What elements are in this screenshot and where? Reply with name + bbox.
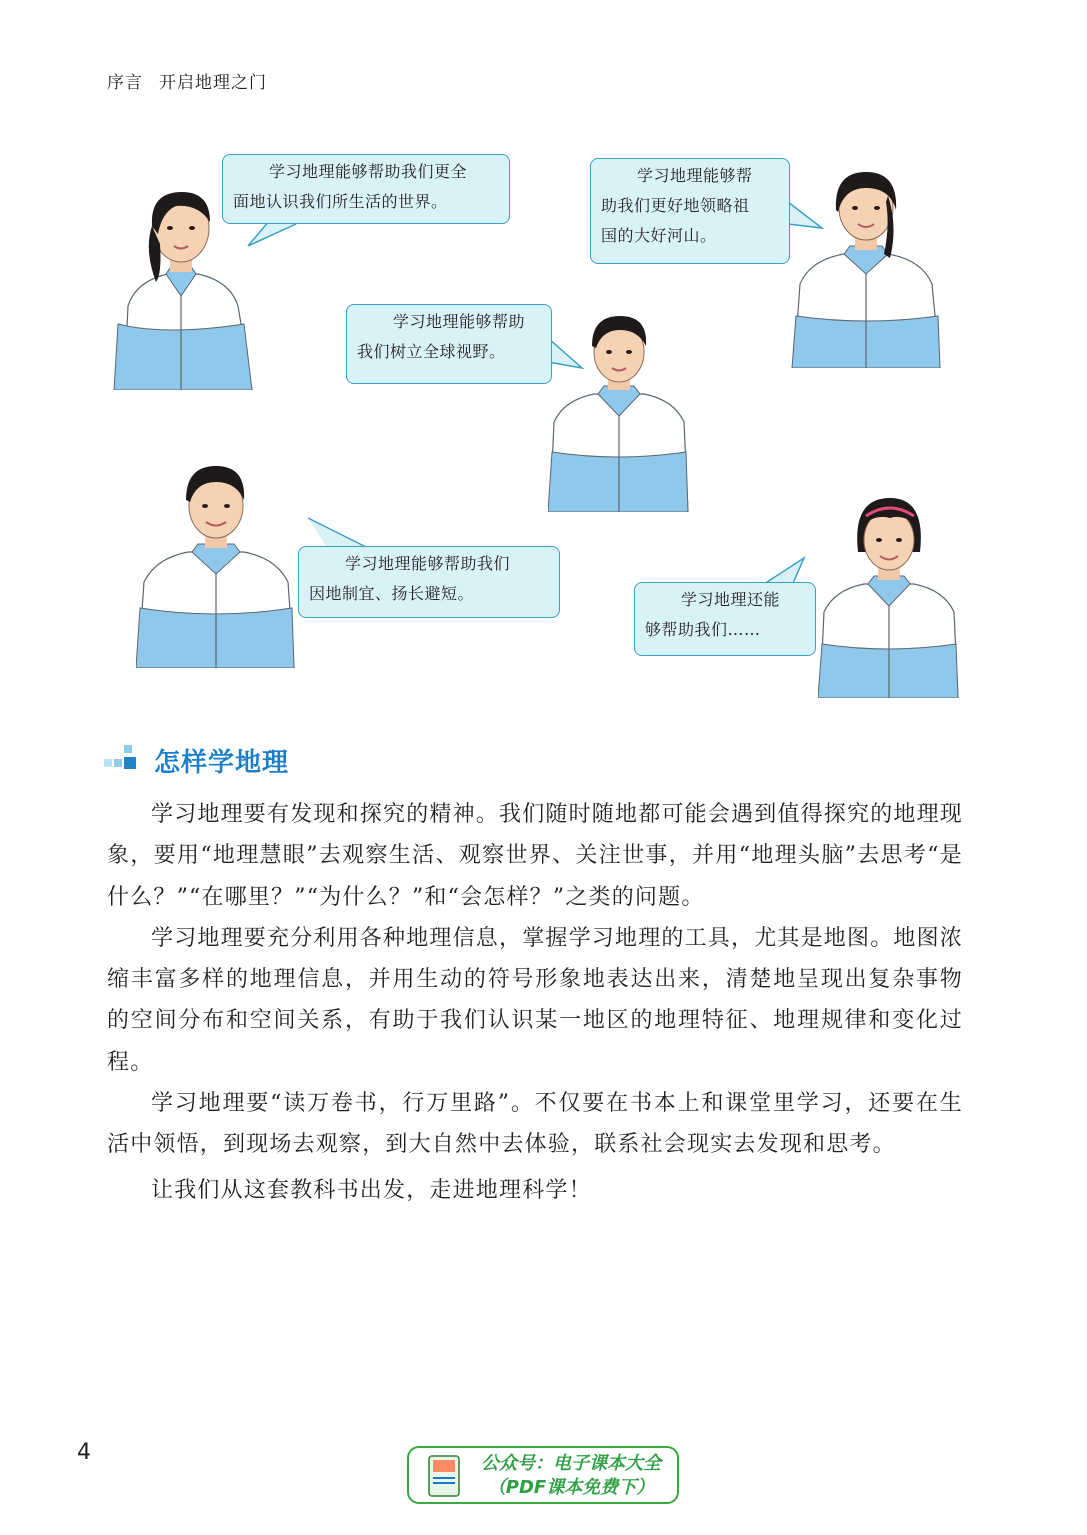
student-girl-bob [818,494,960,698]
watermark-line1: 公众号：电子课本大全 [481,1453,661,1474]
header-part: 序言 [107,73,143,93]
bubble-2-line1: 学习地理能够帮 [637,166,753,185]
section-blocks-icon [104,745,142,775]
section-heading [104,740,289,780]
bubble-4-line2: 因地制宜、扬长避短。 [309,584,475,603]
bubble-1-line2: 面地认识我们所生活的世界。 [233,192,448,211]
section-title: 怎样学地理 [154,747,290,778]
student-boy-left [136,462,296,668]
speech-bubble-3 [346,304,552,384]
bubble-2-line2: 助我们更好地领略祖 [601,196,750,215]
speech-bubble-4 [298,546,560,618]
header-chapter: 开启地理之门 [159,73,267,93]
speech-bubble-2 [590,158,790,264]
bubble-5-line2: 够帮助我们…… [645,620,761,639]
paragraph: 学习地理要充分利用各种地理信息，掌握学习地理的工具，尤其是地图。地图浓缩丰富多样的地理信息，并用生动的符号形象地表达出来，清楚地呈现出复杂事物的空间分布和空间关系，有助于我们认识某一地区的地理特征、地理规律和变化过程。 [107,925,964,1075]
bubble-1-line1: 学习地理能够帮助我们更全 [269,162,468,181]
bubble-5-line1: 学习地理还能 [681,590,781,609]
bubble-2-line3: 国的大好河山。 [601,226,717,245]
page-number: 4 [77,1440,91,1465]
body-text [107,794,963,1211]
running-header [107,68,267,93]
bubble-3-line1: 学习地理能够帮助 [393,312,526,331]
watermark-line2: （PDF课本免费下） [487,1477,655,1498]
speech-bubble-1 [222,154,510,224]
book-icon [427,1454,461,1498]
paragraph: 学习地理要“读万卷书，行万里路”。不仅要在书本上和课堂里学习，还要在生活中领悟，到现场去观察，到大自然中去体验，联系社会现实去发现和思考。 [107,1091,963,1158]
bubble-4-line1: 学习地理能够帮助我们 [345,554,511,573]
paragraph: 让我们从这套教科书出发，走进地理科学！ [151,1177,592,1203]
speech-bubble-5 [634,582,816,656]
paragraph: 学习地理要有发现和探究的精神。我们随时随地都可能会遇到值得探究的地理现象，要用“地理慧眼”去观察生活、观察世界、关注世事，并用“地理头脑”去思考“是什么？”“在哪里？”“为什么？”和“会怎样？”之类的问题。 [107,802,964,910]
bubble-3-line2: 我们树立全球视野。 [357,342,506,361]
watermark-badge [407,1446,679,1504]
